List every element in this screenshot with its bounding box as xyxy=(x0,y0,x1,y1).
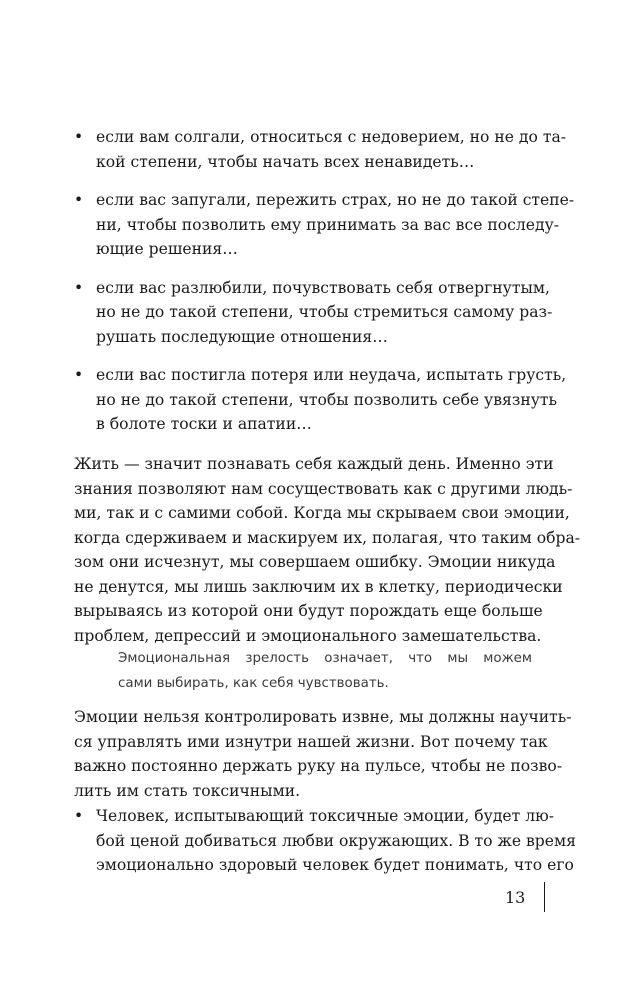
bullet-item xyxy=(74,276,553,350)
bullet-line: если вам солгали, относиться с недоверием, но не до та- xyxy=(96,128,567,146)
paragraph-line: вырываясь из которой они будут порождать еще больше xyxy=(74,602,543,620)
bullet-line: Человек, испытывающий токсичные эмоции, будет лю- xyxy=(96,807,554,825)
page-number: 13 xyxy=(505,888,526,907)
paragraph-line: знания позволяют нам сосуществовать как с другими людь- xyxy=(74,479,573,498)
bullet-mark: • xyxy=(74,278,84,297)
paragraph-line: когда сдерживаем и маскируем их, полагая, что таким обра- xyxy=(74,528,581,547)
bullet-line: если вас постигла потеря или неудача, испытать грусть, xyxy=(96,366,567,384)
bullet-mark: • xyxy=(74,191,84,209)
bullet-line: но не до такой степени, чтобы позволить себе увязнуть xyxy=(96,390,558,409)
bullet-line: рушать последующие отношения… xyxy=(96,327,388,346)
paragraph-line: лить им стать токсичными. xyxy=(74,781,301,800)
paragraph-line: не денутся, мы лишь заключим их в клетку, периодически xyxy=(74,577,563,596)
bullet-line: эмоционально здоровый человек будет понимать, что его xyxy=(96,856,574,874)
paragraph-line: зом они исчезнут, мы совершаем ошибку. Эмоции никуда xyxy=(74,553,556,571)
paragraph-line: проблем, депрессий и эмоционального замешательства. xyxy=(74,626,542,645)
bullet-line: если вас разлюбили, почувствовать себя отвергнутым, xyxy=(96,278,550,297)
quote-line: Эмоциональная зрелость означает, что мы можем xyxy=(118,651,532,666)
bullet-item xyxy=(74,125,567,174)
bullet-line: если вас запугали, пережить страх, но не до такой степе- xyxy=(96,191,575,209)
bullet-line: в болоте тоски и апатии… xyxy=(96,415,312,433)
bullet-mark: • xyxy=(74,807,84,825)
body-paragraph xyxy=(74,705,572,803)
paragraph-line: важно постоянно держать руку на пульсе, чтобы не позво- xyxy=(74,757,563,775)
paragraph-line: Жить — значит познавать себя каждый день. Именно эти xyxy=(74,455,554,473)
bullet-mark: • xyxy=(74,366,84,384)
bullet-line: ни, чтобы позволить ему принимать за вас все последу- xyxy=(96,215,560,234)
quote-line: сами выбирать, как себя чувствовать. xyxy=(118,675,389,691)
paragraph-line: ся управлять ими изнутри нашей жизни. Вот почему так xyxy=(74,732,548,751)
bullet-item xyxy=(74,188,575,262)
bullet-line: бой ценой добиваться любви окружающих. В то же время xyxy=(96,831,576,850)
paragraph-line: ми, так и с самими собой. Когда мы скрываем свои эмоции, xyxy=(74,504,570,522)
bullet-mark: • xyxy=(74,128,84,146)
body-paragraph xyxy=(74,452,581,648)
bullet-item xyxy=(74,804,576,878)
page-number-rule xyxy=(544,882,545,912)
bullet-line: но не до такой степени, чтобы стремиться самому раз- xyxy=(96,303,553,321)
bullet-line: ющие решения… xyxy=(96,240,238,258)
paragraph-line: Эмоции нельзя контролировать извне, мы должны научить- xyxy=(74,708,572,726)
bullet-line: кой степени, чтобы начать всех ненавидеть… xyxy=(96,152,475,171)
bullet-item xyxy=(74,363,567,437)
bullet-list-bottom xyxy=(74,804,576,892)
bullet-list-top xyxy=(74,125,575,451)
pull-quote xyxy=(118,647,532,696)
